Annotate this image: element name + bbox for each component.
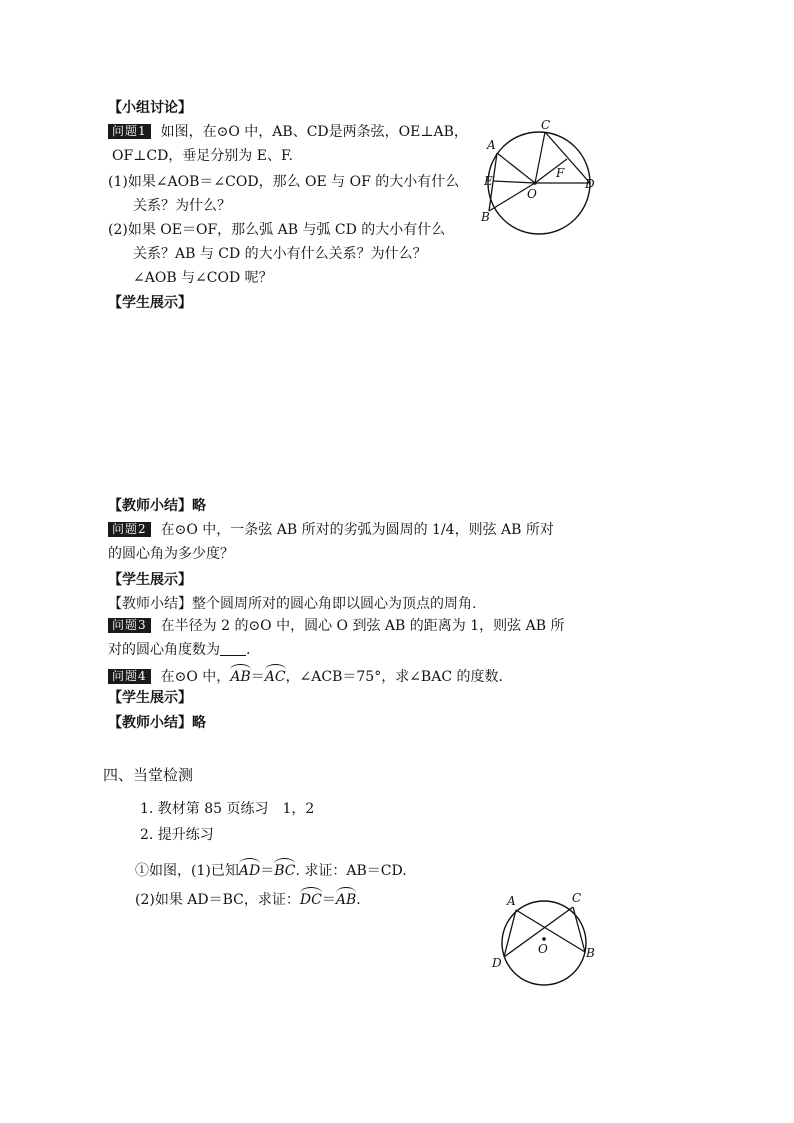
exercise-2-eq: ＝	[321, 892, 336, 908]
arc-bc: BC	[274, 863, 296, 879]
problem-2-text-1: 在⊙O 中，一条弦 AB 所对的劣弧为圆周的 1/4，则弦 AB 所对	[160, 522, 554, 538]
problem-4-pre: 在⊙O 中，	[160, 669, 231, 685]
problem-1-sub-2a: (2)如果 OE＝OF，那么弧 AB 与弧 CD 的大小有什么	[108, 222, 446, 238]
label-b: B	[481, 210, 490, 224]
group-discussion-heading: 【小组讨论】	[108, 100, 192, 116]
label-d: D	[585, 177, 595, 191]
problem-3-tag: 问题3	[108, 618, 151, 633]
problem-1-sub-2b: 关系？AB 与 CD 的大小有什么关系？为什么？	[133, 246, 427, 262]
student-show-heading-1: 【学生展示】	[108, 295, 192, 311]
teacher-summary-3: 【教师小结】略	[108, 715, 206, 731]
exercise-part-2	[135, 890, 361, 910]
label-c-2: C	[572, 891, 582, 905]
label-e: E	[484, 174, 493, 188]
student-show-heading-3: 【学生展示】	[108, 690, 192, 706]
exercise-2-pre: (2)如果 AD＝BC，求证：	[135, 892, 300, 908]
center-dot-2	[542, 937, 546, 941]
student-show-heading-2: 【学生展示】	[108, 572, 192, 588]
arc-ab-2: AB	[335, 892, 357, 908]
problem-4-post: ，∠ACB＝75°，求∠BAC 的度数.	[285, 669, 503, 685]
exercise-part-1	[135, 861, 407, 881]
label-o: O	[527, 187, 537, 201]
answer-blank	[220, 641, 246, 656]
teacher-summary-2: 【教师小结】整个圆周所对的圆心角即以圆心为顶点的周角.	[108, 596, 477, 612]
problem-1-line-2: OF⊥CD，垂足分别为 E、F.	[112, 148, 293, 164]
label-a-2: A	[507, 894, 516, 908]
circle-figure-1	[478, 115, 604, 241]
label-o-2: O	[538, 942, 548, 956]
problem-1-sub-2c: ∠AOB 与∠COD 呢？	[133, 270, 273, 286]
arc-ad: AD	[238, 863, 261, 879]
test-item-1: 1. 教材第 85 页练习 1，2	[140, 801, 315, 817]
segment-oe	[493, 181, 535, 183]
label-f: F	[556, 166, 565, 180]
label-d-2: D	[492, 956, 502, 970]
segment-oa	[497, 153, 535, 183]
problem-1-line-1	[108, 122, 468, 142]
in-class-test-heading: 四、当堂检测	[103, 766, 194, 784]
problem-3-line-1	[108, 616, 564, 636]
problem-1-tag: 问题1	[108, 124, 151, 139]
problem-4-eq: ＝	[250, 669, 265, 685]
problem-3-text-2: 对的圆心角度数为	[108, 642, 220, 658]
arc-ab: AB	[230, 669, 251, 685]
problem-4-tag: 问题4	[108, 669, 151, 684]
problem-3-line-2	[108, 640, 250, 660]
exercise-1-post: . 求证：AB＝CD.	[295, 863, 407, 879]
problem-1-sub-1a: (1)如果∠AOB＝∠COD，那么 OE 与 OF 的大小有什么	[108, 174, 460, 190]
center-dot	[533, 181, 537, 185]
segment-oc	[535, 132, 545, 183]
problem-2-line-2: 的圆心角为多少度？	[108, 546, 234, 562]
exercise-2-post: .	[356, 892, 361, 908]
label-c: C	[541, 118, 551, 132]
arc-dc: DC	[299, 892, 322, 908]
problem-3-text-1: 在半径为 2 的⊙O 中，圆心 O 到弦 AB 的距离为 1，则弦 AB 所	[160, 618, 565, 634]
label-a: A	[487, 138, 496, 152]
teacher-summary-1: 【教师小结】略	[108, 498, 206, 514]
arc-ac: AC	[264, 669, 286, 685]
test-item-2: 2. 提升练习	[140, 827, 214, 843]
problem-2-line-1	[108, 520, 554, 540]
problem-1-text-1: 如图，在⊙O 中，AB、CD是两条弦，OE⊥AB，	[160, 124, 468, 140]
exercise-1-pre: ①如图，(1)已知	[135, 863, 239, 879]
label-b-2: B	[586, 946, 595, 960]
problem-3-period: .	[246, 642, 251, 658]
circle-figure-2	[486, 888, 600, 988]
problem-4-line	[108, 667, 503, 687]
exercise-1-eq: ＝	[260, 863, 275, 879]
problem-2-tag: 问题2	[108, 522, 151, 537]
problem-1-sub-1b: 关系？为什么？	[133, 198, 231, 214]
chord-ab-2	[516, 910, 585, 952]
